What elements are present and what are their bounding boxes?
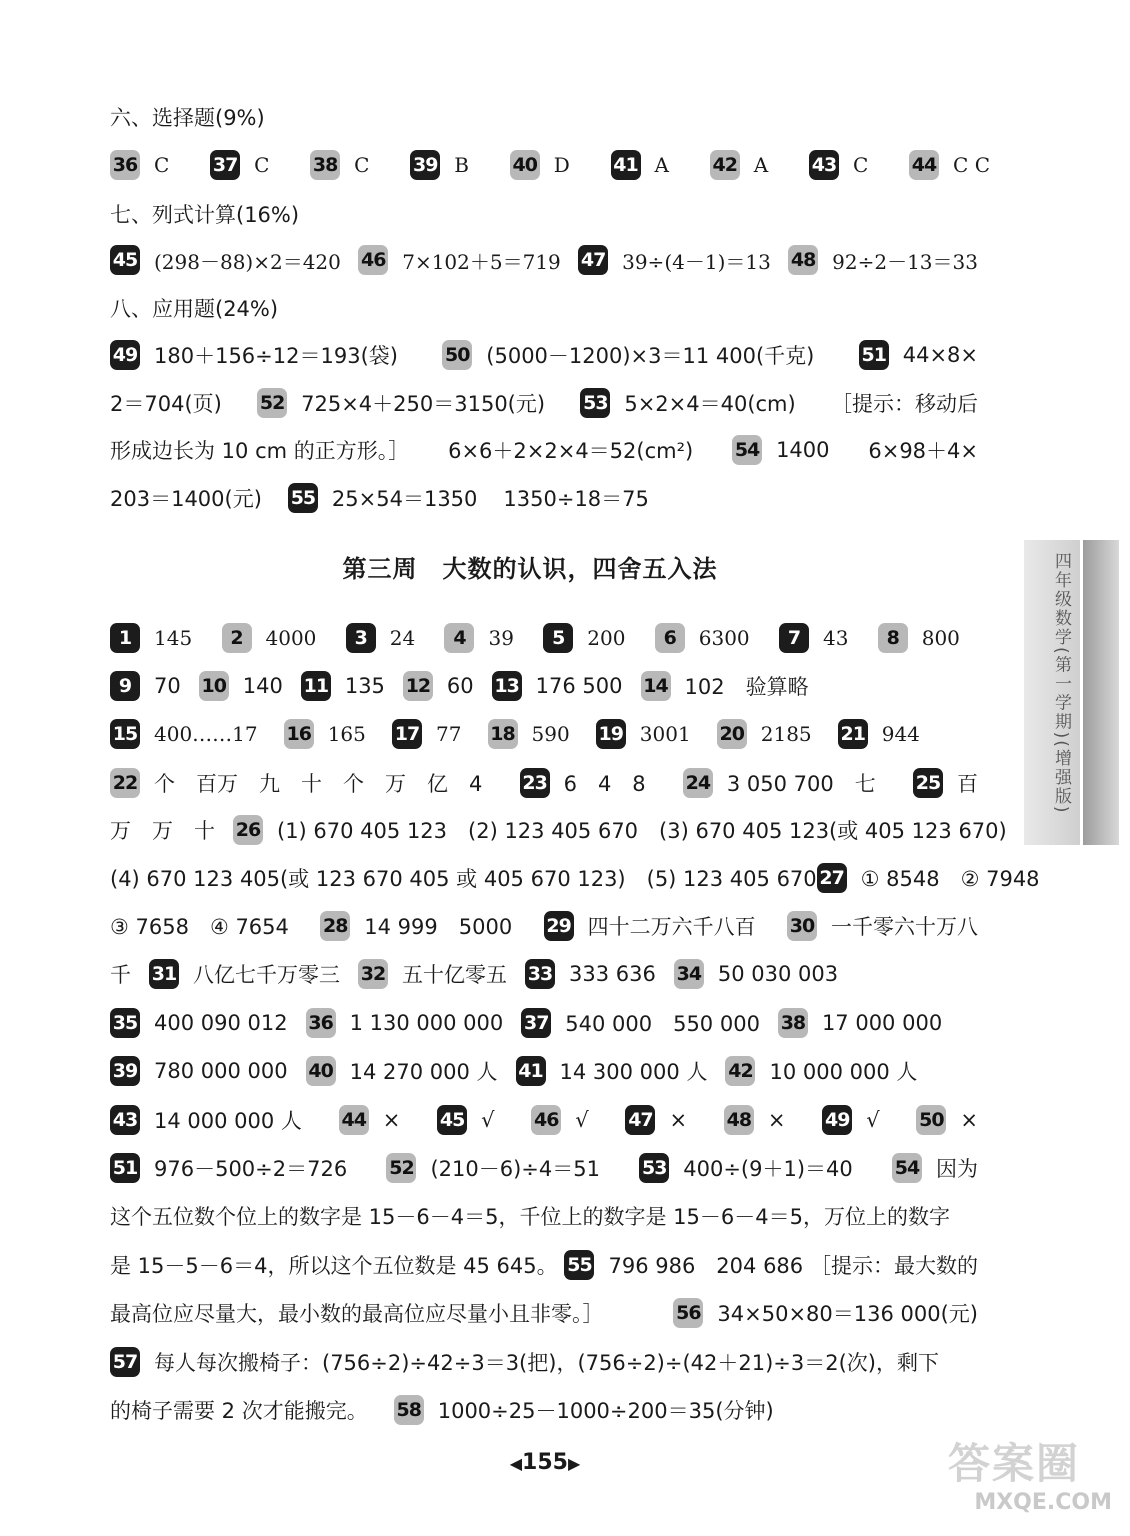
- answer-text: (1) 670 405 123 (2) 123 405 670 (3) 670 405 123(或 405 123 670): [277, 819, 1007, 843]
- week-row: [110, 908, 978, 944]
- question-badge: 41: [516, 1056, 546, 1086]
- page-number: [0, 1450, 1090, 1475]
- answer-text: 77: [435, 722, 462, 746]
- answer-text: 10 000 000 人: [769, 1060, 918, 1084]
- question-badge: 31: [149, 959, 179, 989]
- answer-text: 34×50×80＝136 000(元): [717, 1302, 978, 1326]
- answer-item: [580, 388, 795, 418]
- week-row: [110, 1005, 978, 1041]
- question-badge: 5: [543, 623, 573, 653]
- question-badge: 4: [444, 623, 474, 653]
- application-line: [110, 385, 978, 421]
- answer-text: 140: [242, 674, 283, 698]
- answer-item: [288, 483, 477, 513]
- answer-text: √: [866, 1108, 880, 1132]
- answer-text: 333 636: [569, 962, 656, 986]
- answer-item: [110, 719, 258, 749]
- answer-item: [110, 1153, 347, 1183]
- answer-text: 千: [110, 963, 131, 987]
- answer-item: [403, 671, 474, 701]
- week-row: [110, 956, 978, 992]
- answer-item: [544, 911, 756, 941]
- question-badge: 6: [655, 623, 685, 653]
- answer-item: [492, 671, 623, 701]
- answer-text: 39: [488, 626, 514, 650]
- side-label: 四年级数学(第一学期)(增强版): [1051, 552, 1071, 815]
- answer-text: 6300: [698, 626, 750, 650]
- answer-item: [732, 435, 829, 465]
- question-badge: 50: [442, 340, 472, 370]
- answer-text: 400……17: [154, 722, 258, 746]
- question-badge: 40: [306, 1056, 336, 1086]
- question-badge: 20: [717, 719, 747, 749]
- question-badge: 32: [358, 959, 388, 989]
- question-badge: 10: [199, 671, 229, 701]
- answer-text: 四十二万六千八百: [587, 915, 756, 939]
- hint-text: ［提示：最大数的: [809, 1254, 978, 1278]
- question-badge: 33: [525, 959, 555, 989]
- question-badge: 48: [724, 1105, 754, 1135]
- answer-item: [778, 1008, 942, 1038]
- question-badge: 29: [544, 911, 574, 941]
- question-badge: 53: [639, 1153, 669, 1183]
- answer-text: 400 090 012: [154, 1011, 288, 1035]
- question-badge: 38: [778, 1008, 808, 1038]
- answer-item: [892, 1153, 978, 1183]
- answer-item: [520, 768, 646, 798]
- question-badge: 54: [732, 435, 762, 465]
- heading-text: 七、列式计算(16%): [110, 203, 300, 227]
- answer-item: [257, 388, 545, 418]
- answer-item: [310, 150, 369, 180]
- answer-item: [641, 671, 809, 701]
- answer-item: [521, 1008, 760, 1038]
- week-row: [110, 812, 1007, 848]
- answer-text: 540 000 550 000: [565, 1012, 760, 1036]
- answer-item: [233, 815, 1007, 845]
- answer-item: [110, 768, 482, 798]
- question-badge: 43: [809, 150, 839, 180]
- week-row: [110, 1344, 978, 1380]
- answer-item: [531, 1105, 588, 1135]
- answer-text: 17 000 000: [821, 1011, 943, 1035]
- question-badge: 44: [909, 150, 939, 180]
- answer-text: 的椅子需要 2 次才能搬完。: [110, 1399, 368, 1423]
- answer-item: [110, 150, 169, 180]
- question-badge: 26: [233, 815, 263, 845]
- answer-text: 780 000 000: [154, 1059, 288, 1083]
- answer-text: 5×2×4＝40(cm): [624, 392, 796, 416]
- question-badge: 12: [403, 671, 433, 701]
- answer-item: [578, 245, 771, 275]
- question-badge: 42: [725, 1056, 755, 1086]
- answer-text: (5000－1200)×3＝11 400(千克): [486, 344, 815, 368]
- answer-item: [110, 671, 181, 701]
- question-badge: 16: [284, 719, 314, 749]
- answer-text: 102 验算略: [684, 675, 809, 699]
- question-badge: 36: [306, 1008, 336, 1038]
- answer-item: [543, 623, 625, 653]
- question-badge: 46: [531, 1105, 561, 1135]
- answer-text: 3001: [639, 722, 691, 746]
- hint-text: ［提示：移动后: [830, 392, 978, 416]
- answer-text: A: [753, 153, 769, 177]
- question-badge: 51: [859, 340, 889, 370]
- question-badge: 13: [492, 671, 522, 701]
- answer-text: 800: [921, 626, 960, 650]
- answer-item: [110, 1008, 288, 1038]
- question-badge: 3: [346, 623, 376, 653]
- question-badge: 1: [110, 623, 140, 653]
- answer-text: 1400: [776, 438, 830, 462]
- answer-item: [199, 671, 283, 701]
- question-badge: 55: [564, 1250, 594, 1280]
- answer-text: B: [454, 153, 469, 177]
- answer-text: 7×102＋5＝719: [402, 249, 561, 274]
- answer-text: 725×4＋250＝3150(元): [301, 392, 546, 416]
- question-badge: 50: [916, 1105, 946, 1135]
- answer-text: 因为: [936, 1157, 978, 1181]
- answer-text: 25×54＝1350: [331, 487, 478, 511]
- question-badge: 47: [578, 245, 608, 275]
- answer-item: [358, 959, 507, 989]
- question-badge: 15: [110, 719, 140, 749]
- section-heading-choice: [110, 99, 978, 135]
- answer-item: [346, 623, 415, 653]
- answer-text: 44×8×: [902, 343, 978, 367]
- answer-text: ×: [960, 1108, 978, 1132]
- answer-item: [437, 1105, 494, 1135]
- question-badge: 51: [110, 1153, 140, 1183]
- question-badge: 8: [878, 623, 908, 653]
- answer-item: [110, 1105, 302, 1135]
- question-badge: 39: [110, 1056, 140, 1086]
- week-row: [110, 1247, 978, 1283]
- heading-text: 六、选择题(9%): [110, 106, 265, 130]
- question-badge: 47: [625, 1105, 655, 1135]
- question-badge: 58: [394, 1395, 424, 1425]
- answer-item: [410, 150, 469, 180]
- answer-text: 百: [956, 772, 978, 796]
- answer-text: 6 4 8: [563, 772, 646, 796]
- answer-text: C: [852, 153, 869, 177]
- answer-text: 1000÷25－1000÷200＝35(分钟): [437, 1399, 774, 1423]
- section-heading-calc: [110, 196, 978, 232]
- answer-text: C: [354, 153, 370, 177]
- answer-item: [809, 150, 868, 180]
- choice-row: [110, 147, 990, 183]
- answer-text: C: [254, 153, 270, 177]
- answer-text: √: [575, 1108, 589, 1132]
- answer-text: 八亿七千万零三: [193, 963, 340, 987]
- answer-item: [392, 719, 461, 749]
- answer-text: 每人每次搬椅子：(756÷2)÷42÷3＝3(把)，(756÷2)÷(42＋21)÷3＝2(次)，剩下: [154, 1351, 939, 1375]
- answer-text: 这个五位数个位上的数字是 15－6－4＝5，千位上的数字是 15－6－4＝5，万位上的数字: [110, 1205, 950, 1229]
- answer-text: 400÷(9＋1)＝40: [683, 1157, 853, 1181]
- question-badge: 22: [110, 768, 140, 798]
- answer-text: 个 百万 九 十 个 万 亿 4: [154, 772, 483, 796]
- answer-text: ×: [382, 1108, 401, 1132]
- answer-text: 590: [531, 722, 570, 746]
- question-badge: 39: [410, 150, 440, 180]
- question-badge: 9: [110, 671, 140, 701]
- question-badge: 38: [310, 150, 340, 180]
- answer-text: 是 15－5－6＝4，所以这个五位数是 45 645。: [110, 1254, 558, 1278]
- answer-item: [284, 719, 366, 749]
- answer-text: 6×6＋2×2×4＝52(cm²): [448, 439, 694, 463]
- week-row: [110, 1053, 978, 1089]
- answer-item: [611, 150, 669, 180]
- answer-text: (4) 670 123 405(或 123 670 405 或 405 670 123) (5) 123 405 670: [110, 867, 817, 891]
- answer-text: 4000: [265, 626, 317, 650]
- question-badge: 42: [710, 150, 740, 180]
- question-badge: 52: [257, 388, 287, 418]
- answer-item: [110, 1056, 288, 1086]
- answer-text: 180＋156÷12＝193(袋): [154, 344, 398, 368]
- answer-text: 一千零六十万八: [831, 915, 978, 939]
- question-badge: 49: [822, 1105, 852, 1135]
- answer-text: 2＝704(页): [110, 392, 222, 416]
- answer-text: C: [154, 153, 170, 177]
- watermark-domain: MXQE.COM: [974, 1490, 1112, 1515]
- question-badge: 30: [787, 911, 817, 941]
- question-badge: 49: [110, 340, 140, 370]
- week-row: [110, 1102, 978, 1138]
- answer-text: 200: [587, 626, 626, 650]
- answer-item: [838, 719, 920, 749]
- answer-item: [673, 1298, 978, 1328]
- answer-text: 14 000 000 人: [154, 1109, 302, 1133]
- question-badge: 11: [301, 671, 331, 701]
- question-badge: 35: [110, 1008, 140, 1038]
- answer-item: [564, 1250, 803, 1280]
- answer-text: 976－500÷2＝726: [154, 1157, 348, 1181]
- answer-text: 39÷(4－1)＝13: [622, 249, 771, 274]
- answer-item: [110, 1347, 939, 1377]
- answer-item: [306, 1056, 498, 1086]
- question-badge: 17: [392, 719, 422, 749]
- question-badge: 56: [673, 1298, 703, 1328]
- question-badge: 21: [838, 719, 868, 749]
- answer-item: [683, 768, 876, 798]
- answer-text: (298－88)×2＝420: [154, 249, 341, 274]
- answer-text: 145: [154, 626, 193, 650]
- answer-item: [306, 1008, 504, 1038]
- answer-item: [386, 1153, 600, 1183]
- section-heading-application: [110, 290, 978, 326]
- question-badge: 54: [892, 1153, 922, 1183]
- answer-item: [210, 150, 269, 180]
- week-row: [110, 620, 960, 656]
- answer-item: [717, 719, 812, 749]
- answer-item: [724, 1105, 786, 1135]
- question-badge: 52: [386, 1153, 416, 1183]
- question-badge: 46: [358, 245, 388, 275]
- question-badge: 34: [674, 959, 704, 989]
- answer-item: [909, 150, 990, 180]
- answer-item: [110, 245, 341, 275]
- watermark-logo-text: 答案圈: [948, 1439, 1081, 1488]
- answer-item: [625, 1105, 687, 1135]
- answer-text: A: [654, 153, 669, 177]
- answer-item: [358, 245, 561, 275]
- question-badge: 37: [521, 1008, 551, 1038]
- answer-text: 60: [446, 674, 474, 698]
- answer-text: 203＝1400(元): [110, 487, 262, 511]
- answer-text: 165: [327, 722, 366, 746]
- application-line: [110, 337, 978, 373]
- answer-item: [110, 340, 398, 370]
- answer-item: [817, 863, 1040, 893]
- answer-text: 3 050 700 七: [726, 772, 876, 796]
- week-row: [110, 1198, 978, 1234]
- answer-item: [516, 1056, 708, 1086]
- answer-item: [655, 623, 750, 653]
- question-badge: 25: [913, 768, 943, 798]
- answer-item: [488, 719, 570, 749]
- answer-text: 43: [822, 626, 849, 650]
- answer-item: [442, 340, 814, 370]
- answer-text: 176 500: [535, 674, 623, 698]
- answer-item: [779, 623, 848, 653]
- answer-item: [339, 1105, 401, 1135]
- answer-text: 14 999 5000: [364, 915, 513, 939]
- week-row: [110, 1392, 978, 1428]
- question-badge: 37: [210, 150, 240, 180]
- answer-text: 796 986 204 686: [608, 1254, 804, 1278]
- answer-item: [596, 719, 691, 749]
- answer-text: D: [553, 153, 570, 177]
- answer-item: [710, 150, 768, 180]
- answer-item: [301, 671, 385, 701]
- calc-row: [110, 242, 978, 278]
- side-tab-accent: [1083, 540, 1119, 845]
- question-badge: 41: [611, 150, 641, 180]
- answer-item: [913, 768, 978, 798]
- answer-item: [788, 245, 978, 275]
- answer-text: 135: [344, 674, 385, 698]
- question-badge: 45: [110, 245, 140, 275]
- watermark: [948, 1438, 1118, 1530]
- answer-text: 24: [389, 626, 416, 650]
- question-badge: 40: [510, 150, 540, 180]
- question-badge: 14: [641, 671, 671, 701]
- answer-text: 1 130 000 000: [349, 1011, 504, 1035]
- question-badge: 55: [288, 483, 318, 513]
- week-row: [110, 765, 978, 801]
- answer-text: 2185: [760, 722, 812, 746]
- answer-item: [674, 959, 838, 989]
- heading-text: 八、应用题(24%): [110, 297, 279, 321]
- answer-text: 14 270 000 人: [349, 1060, 498, 1084]
- answer-item: [222, 623, 317, 653]
- answer-text: 1350÷18＝75: [503, 487, 649, 511]
- answer-text: √: [481, 1108, 495, 1132]
- answer-text: ×: [669, 1108, 688, 1132]
- question-badge: 18: [488, 719, 518, 749]
- answer-item: [639, 1153, 853, 1183]
- answer-text: 14 300 000 人: [559, 1060, 708, 1084]
- answer-item: [394, 1395, 774, 1425]
- answer-text: 五十亿零五: [402, 963, 507, 987]
- week-row: [110, 1295, 978, 1331]
- question-badge: 36: [110, 150, 140, 180]
- question-badge: 2: [222, 623, 252, 653]
- answer-text: ③ 7658 ④ 7654: [110, 915, 289, 939]
- answer-item: [725, 1056, 917, 1086]
- question-badge: 24: [683, 768, 713, 798]
- answer-text: C C: [953, 153, 990, 177]
- answer-item: [859, 340, 978, 370]
- week-row: [110, 668, 978, 704]
- answer-text: 50 030 003: [717, 962, 839, 986]
- question-badge: 57: [110, 1347, 140, 1377]
- answer-text: 万 万 十: [110, 819, 215, 843]
- answer-item: [787, 911, 978, 941]
- question-badge: 23: [520, 768, 550, 798]
- question-badge: 44: [339, 1105, 369, 1135]
- question-badge: 27: [817, 863, 847, 893]
- answer-item: [916, 1105, 978, 1135]
- week-title: 第三周 大数的认识，四舍五入法: [342, 555, 718, 583]
- week-row: [110, 716, 920, 752]
- application-line: [110, 432, 978, 468]
- question-badge: 19: [596, 719, 626, 749]
- answer-text: ×: [767, 1108, 786, 1132]
- answer-item: [510, 150, 570, 180]
- application-line: [110, 480, 978, 516]
- question-badge: 7: [779, 623, 809, 653]
- answer-item: [525, 959, 656, 989]
- answer-text: 944: [881, 722, 920, 746]
- answer-text: ① 8548 ② 7948: [860, 867, 1040, 891]
- answer-item: [878, 623, 960, 653]
- answer-item: [822, 1105, 879, 1135]
- answer-item: [149, 959, 340, 989]
- triangle-right-icon: ▶: [567, 1454, 581, 1473]
- answer-item: [320, 911, 512, 941]
- hint-text: 最高位应尽量大，最小数的最高位应尽量小且非零。］: [110, 1302, 604, 1326]
- question-badge: 28: [320, 911, 350, 941]
- answer-text: 92÷2－13＝33: [832, 249, 978, 274]
- answer-item: [110, 623, 192, 653]
- question-badge: 53: [580, 388, 610, 418]
- question-badge: 48: [788, 245, 818, 275]
- answer-text: 70: [154, 674, 181, 698]
- week-row: [110, 860, 1040, 896]
- answer-item: [444, 623, 513, 653]
- triangle-left-icon: ◀: [509, 1454, 523, 1473]
- hint-text: 形成边长为 10 cm 的正方形。］: [110, 439, 410, 463]
- question-badge: 45: [437, 1105, 467, 1135]
- answer-text: (210－6)÷4＝51: [430, 1157, 600, 1181]
- answer-text: 6×98＋4×: [868, 439, 978, 463]
- page-number-text: 155: [522, 1450, 568, 1475]
- week-row: [110, 1150, 978, 1186]
- question-badge: 43: [110, 1105, 140, 1135]
